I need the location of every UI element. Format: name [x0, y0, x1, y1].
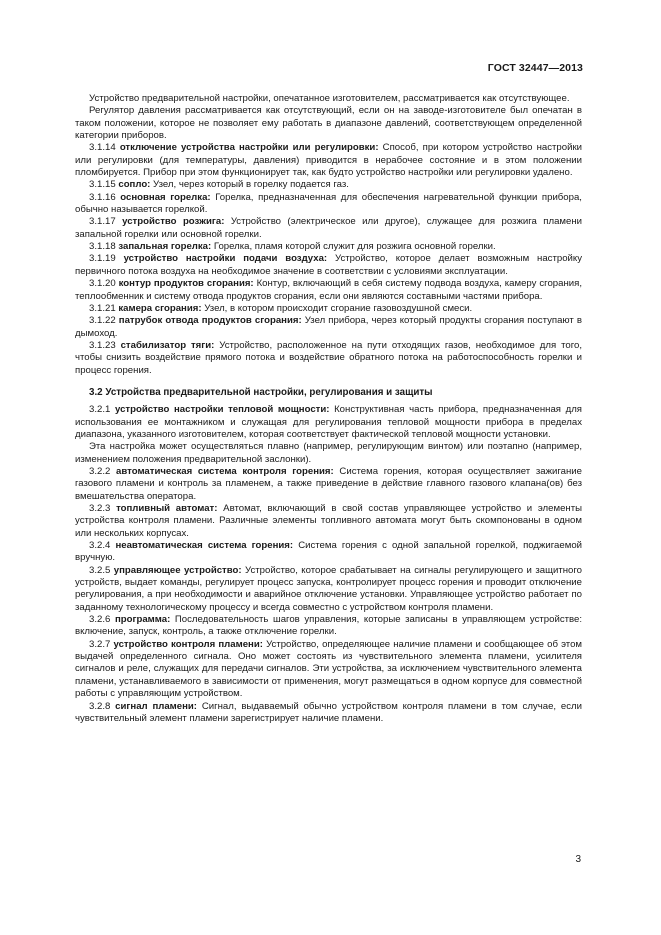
- term-name: запальная горелка:: [118, 241, 212, 253]
- term-name: управляющее устройство:: [113, 564, 242, 576]
- term-entry: [75, 192, 582, 217]
- term-entry: [75, 278, 582, 303]
- term-entry: [75, 179, 582, 191]
- term-entry: [75, 142, 582, 179]
- term-name: отключение устройства настройки или регулировки:: [119, 142, 379, 154]
- term-definition: Устройство, расположенное на пути отходящих газов, необходимое для того, чтобы снизить воздействие прямого потока и воздействие обратного потока на работоспособность горелки и процесс горения.: [75, 339, 582, 376]
- term-definition: Система горения, которая осуществляет зажигание газового пламени и контроль за пламенем, а также приведение в действие главного газового клапана(ов) без вмешательства оператора.: [75, 465, 583, 502]
- term-name: контур продуктов сгорания:: [118, 278, 254, 290]
- term-definition: Последовательность шагов управления, которые записаны в управляющем устройстве: включение, запуск, контроль, а также отключение горелки.: [75, 614, 582, 638]
- term-entry: [75, 639, 582, 701]
- term-name: устройство настройки тепловой мощности:: [114, 404, 330, 416]
- term-number: 3.1.19: [89, 253, 116, 265]
- term-name: устройство контроля пламени:: [113, 638, 263, 650]
- terms-list-3-1: [75, 142, 582, 377]
- term-name: топливный автомат:: [116, 503, 218, 514]
- term-name: сопло:: [118, 179, 151, 191]
- term-number: 3.2.6: [89, 614, 111, 626]
- term-definition: Горелка, предназначенная для обеспечения нагревательной функции прибора, обычно называется горелкой.: [75, 191, 582, 216]
- term-number: 3.1.16: [89, 191, 116, 203]
- term-entry: [75, 315, 582, 340]
- term-definition: Система горения с одной запальной горелкой, поджигаемой вручную.: [75, 540, 583, 564]
- term-name: сигнал пламени:: [115, 700, 197, 712]
- term-number: 3.2.1: [89, 404, 111, 416]
- term-entry: [75, 404, 582, 441]
- term-definition: Устройство (электрическое или другое), служащее для розжига пламени запальной горелки или основной горелки.: [75, 216, 582, 240]
- term-definition: Контур, включающий в себя систему подвода воздуха, камеру сгорания, теплообменник и систему отвода продуктов сгорания, если они являются составными частями прибора.: [75, 278, 582, 302]
- term-entry: [75, 701, 582, 726]
- document-body: [75, 93, 582, 725]
- term-number: 3.2.8: [89, 700, 111, 712]
- term-name: устройство настройки подачи воздуха:: [123, 253, 328, 265]
- term-entry: [75, 565, 582, 614]
- page-number: 3: [575, 854, 581, 865]
- term-number: 3.1.21: [89, 302, 116, 314]
- section-title: 3.2 Устройства предварительной настройки, регулирования и защиты: [89, 386, 433, 398]
- term-definition: Узел прибора, через который продукты сгорания поступают в дымоход.: [75, 315, 583, 339]
- term-name: патрубок отвода продуктов сгорания:: [118, 315, 302, 327]
- term-number: 3.1.23: [89, 339, 116, 351]
- term-number: 3.2.3: [89, 503, 111, 514]
- term-definition: Устройство, которое срабатывает на сигналы регулирующего и защитного устройств, выдает команды, регулирует процесс запуска, контролирует процесс горения и проводит отключение регулирования, а при необходимости и аварийное отключение установки. Управляющее устройство работает по заданному технологическому процессу и всегда совместно с устройством контроля пламени.: [75, 564, 582, 613]
- term-name: программа:: [114, 614, 171, 626]
- term-entry: [75, 241, 582, 253]
- paragraph: Регулятор давления рассматривается как отсутствующий, если он на заводе-изготовителе был опечатан в таком положении, которое не позволяет ему работать в диапазоне давлений, соответствующем определенной категории приборов.: [75, 105, 582, 142]
- term-entry: [75, 253, 582, 278]
- term-definition: Эта настройка может осуществляться плавно (например, регулирующим винтом) или поэтапно (например, изменением положения предварительной заслонки).: [75, 441, 582, 465]
- term-name: основная горелка:: [120, 191, 211, 203]
- term-definition: Узел, в котором происходит сгорание газовоздушной смеси.: [204, 302, 473, 314]
- term-number: 3.1.17: [89, 216, 116, 228]
- term-number: 3.2.5: [89, 564, 111, 576]
- term-number: 3.1.22: [89, 315, 116, 327]
- term-name: камера сгорания:: [118, 302, 202, 314]
- term-entry: [75, 503, 582, 540]
- term-number: 3.2.7: [89, 638, 111, 650]
- term-entry: [75, 216, 582, 241]
- terms-list-3-2: [75, 404, 582, 725]
- term-entry: [75, 340, 582, 377]
- term-name: стабилизатор тяги:: [120, 339, 215, 351]
- term-number: 3.2.2: [89, 465, 111, 477]
- term-definition: Устройство, определяющее наличие пламени и сообщающее об этом выдачей определенного сигнала. Оно может состоять из чувствительного элемента пламени, усилителя сигналов и реле, служащих для передачи сигналов. Эти устройства, за исключением чувствительного элемента пламени, устанавливаемого в зависимости от применения, могут размещаться в одном корпусе для совместной работы с управляющим устройством.: [75, 638, 582, 700]
- document-standard-header: ГОСТ 32447—2013: [487, 62, 583, 74]
- term-definition: Автомат, включающий в свой состав управляющее устройство и элементы устройства контроля пламени. Различные элементы топливного автомата могут быть скомпонованы в одном или нескольких корпусах.: [75, 503, 583, 539]
- term-definition: Сигнал, выдаваемый обычно устройством контроля пламени в том случае, если чувствительный элемент пламени зарегистрирует наличие пламени.: [75, 700, 582, 724]
- term-number: 3.1.20: [89, 278, 116, 290]
- term-name: устройство розжига:: [122, 216, 225, 228]
- term-definition: Конструктивная часть прибора, предназначенная для использования ее монтажником и служащая для регулирования тепловой мощности прибора в пределах диапазона, указанного изготовителем, которая соответствует фактической тепловой мощности установки.: [75, 404, 582, 440]
- term-entry: [75, 441, 582, 466]
- term-name: автоматическая система контроля горения:: [116, 465, 334, 477]
- term-name: неавтоматическая система горения:: [115, 540, 294, 552]
- term-number: 3.1.14: [89, 142, 116, 154]
- term-entry: [75, 614, 582, 639]
- paragraph: Устройство предварительной настройки, опечатанное изготовителем, рассматривается как отсутствующее.: [89, 93, 570, 104]
- term-number: 3.1.15: [89, 179, 116, 191]
- term-definition: Узел, через который в горелку подается газ.: [153, 179, 349, 191]
- term-entry: [75, 466, 582, 503]
- term-definition: Горелка, пламя которой служит для розжига основной горелки.: [213, 241, 496, 253]
- term-entry: [75, 540, 582, 565]
- term-number: 3.2.4: [89, 540, 111, 552]
- term-number: 3.1.18: [89, 241, 116, 253]
- term-entry: [75, 303, 582, 315]
- term-definition: Устройство, которое делает возможным настройку первичного потока воздуха на необходимое значение в соответствии с условиями эксплуатации.: [75, 253, 583, 277]
- term-definition: Способ, при котором устройство настройки или регулировки (для температуры, давления) приводится в нерабочее состояние и в этом положении пломбируется. Прибор при этом функционирует так, как будто устройство настройки или регулировки удалено.: [75, 142, 583, 179]
